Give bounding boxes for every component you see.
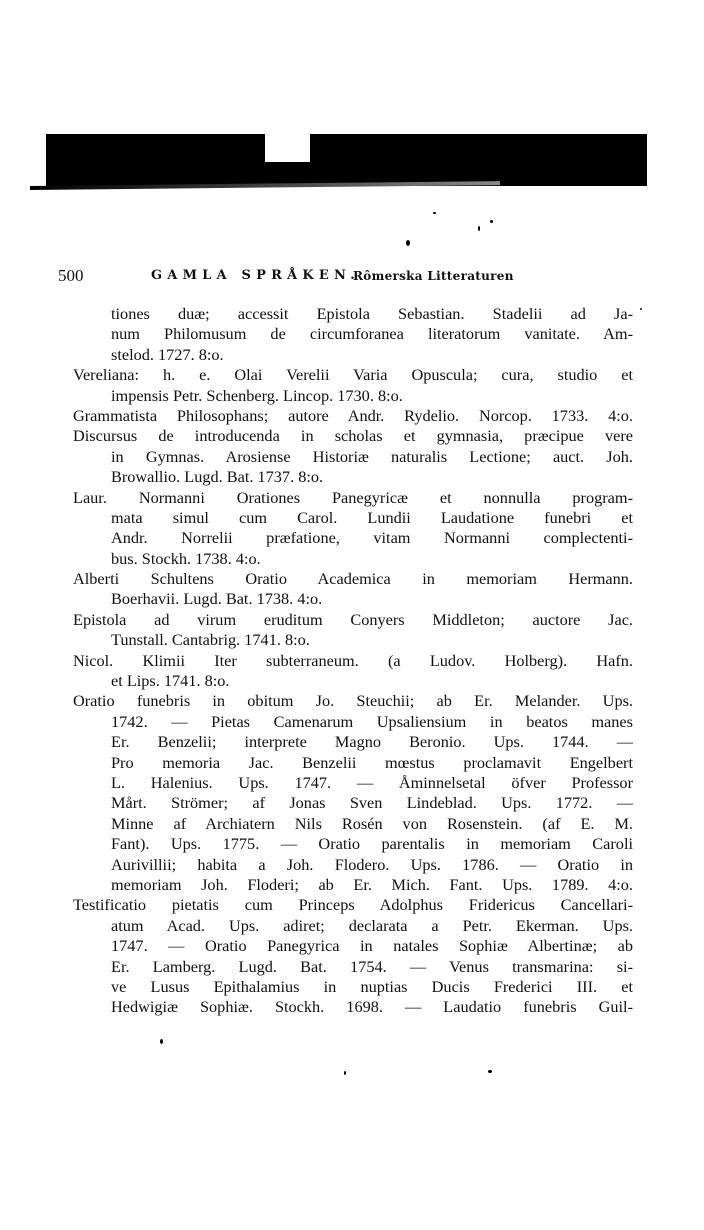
entry-title-line: Oratio funebris in obitum Jo. Steuchii; ab Er. Melander. Ups. — [73, 691, 633, 711]
text-line: L. Halenius. Ups. 1747. — Åminnelsetal öfver Professor — [111, 772, 633, 792]
text-line: impensis Petr. Schenberg. Lincop. 1730. 8:o. — [111, 385, 403, 405]
page-number: 500 — [58, 266, 84, 285]
text-line: atum Acad. Ups. adiret; declarata a Petr. Ekerman. Ups. — [111, 915, 633, 935]
bibliography-entry — [73, 426, 633, 487]
entry-title-line: Vereliana: h. e. Olai Verelii Varia Opuscula; cura, studio et — [73, 365, 633, 385]
text-line: Er. Lamberg. Lugd. Bat. 1754. — Venus transmarina: si- — [111, 956, 633, 976]
text-line: tiones duæ; accessit Epistola Sebastian. Stadelii ad Ja- — [111, 304, 633, 323]
entry-title-line: Discursus de introducenda in scholas et gymnasia, præcipue vere — [73, 426, 633, 446]
bibliography-entry — [73, 610, 633, 651]
speck — [160, 1039, 163, 1044]
speck — [344, 1071, 346, 1075]
bibliography-entry — [73, 406, 633, 426]
bibliography-entry — [73, 569, 633, 610]
bibliography-entry — [73, 488, 633, 570]
text-line: Andr. Norrelii præfatione, vitam Normanni complectenti- — [111, 528, 633, 548]
text-line: stelod. 1727. 8:o. — [111, 344, 224, 364]
text-line: Browallio. Lugd. Bat. 1737. 8:o. — [111, 467, 324, 487]
bibliography-text — [73, 304, 633, 1018]
bibliography-entry — [73, 691, 633, 895]
bibliography-entry — [73, 651, 633, 692]
text-line: 1747. — Oratio Panegyrica in natales Sophiæ Albertinæ; ab — [111, 936, 633, 956]
bibliography-entry — [73, 304, 633, 365]
entry-title-line: Laur. Normanni Orationes Panegyricæ et nonnulla program- — [73, 487, 633, 507]
text-line: Minne af Archiatern Nils Rosén von Rosenstein. (af E. M. — [111, 813, 633, 833]
text-line: Er. Benzelii; interprete Magno Beronio. Ups. 1744. — — [111, 732, 633, 752]
text-line: Hedwigiæ Sophiæ. Stockh. 1698. — Laudatio funebris Guil- — [111, 997, 633, 1017]
text-line: et Lips. 1741. 8:o. — [111, 671, 230, 691]
text-line: Boerhavii. Lugd. Bat. 1738. 4:o. — [111, 589, 323, 609]
text-line: Fant). Ups. 1775. — Oratio parentalis in memoriam Caroli — [111, 834, 633, 854]
text-line: memoriam Joh. Floderi; ab Er. Mich. Fant. Ups. 1789. 4:o. — [111, 874, 633, 894]
bibliography-entry — [73, 895, 633, 1017]
text-line: num Philomusum de circumforanea literatorum vanitate. Am- — [111, 324, 633, 344]
text-line: in Gymnas. Arosiense Historiæ naturalis Lectione; auct. Joh. — [111, 446, 633, 466]
text-line: bus. Stockh. 1738. 4:o. — [111, 548, 261, 568]
scan-black-bar — [46, 134, 647, 186]
text-line: Mårt. Strömer; af Jonas Sven Lindeblad. Ups. 1772. — — [111, 793, 633, 813]
text-line: Tunstall. Cantabrig. 1741. 8:o. — [111, 630, 310, 650]
text-line: Aurivillii; habita a Joh. Flodero. Ups. 1786. — Oratio in — [111, 854, 633, 874]
speck — [478, 226, 480, 231]
entry-title-line: Nicol. Klimii Iter subterraneum. (a Ludov. Holberg). Hafn. — [73, 650, 633, 670]
text-line: 1742. — Pietas Camenarum Upsaliensium in beatos manes — [111, 711, 633, 731]
speck — [640, 308, 642, 310]
text-line: Pro memoria Jac. Benzelii mœstus proclamavit Engelbert — [111, 752, 633, 772]
entry-title-line: Alberti Schultens Oratio Academica in memoriam Hermann. — [73, 569, 633, 589]
entry-title-line: Grammatista Philosophans; autore Andr. Rydelio. Norcop. 1733. 4:o. — [73, 405, 633, 425]
entry-title-line: Epistola ad virum eruditum Conyers Middleton; auctore Jac. — [73, 609, 633, 629]
speck — [490, 220, 493, 223]
running-head — [0, 266, 704, 288]
text-line: mata simul cum Carol. Lundii Laudatione funebri et — [111, 507, 633, 527]
running-head-title: GAMLA SPRÅKEN. — [151, 268, 360, 283]
speck — [488, 1070, 492, 1073]
running-head-subtitle: Rômerska Litteraturen — [353, 269, 514, 283]
scan-bar-notch — [265, 134, 310, 162]
entry-title-line: Testificatio pietatis cum Princeps Adolphus Fridericus Cancellari- — [73, 895, 633, 915]
text-line: ve Lusus Epithalamius in nuptias Ducis Frederici III. et — [111, 976, 633, 996]
speck — [406, 240, 410, 246]
speck — [433, 212, 436, 214]
bibliography-entry — [73, 365, 633, 406]
